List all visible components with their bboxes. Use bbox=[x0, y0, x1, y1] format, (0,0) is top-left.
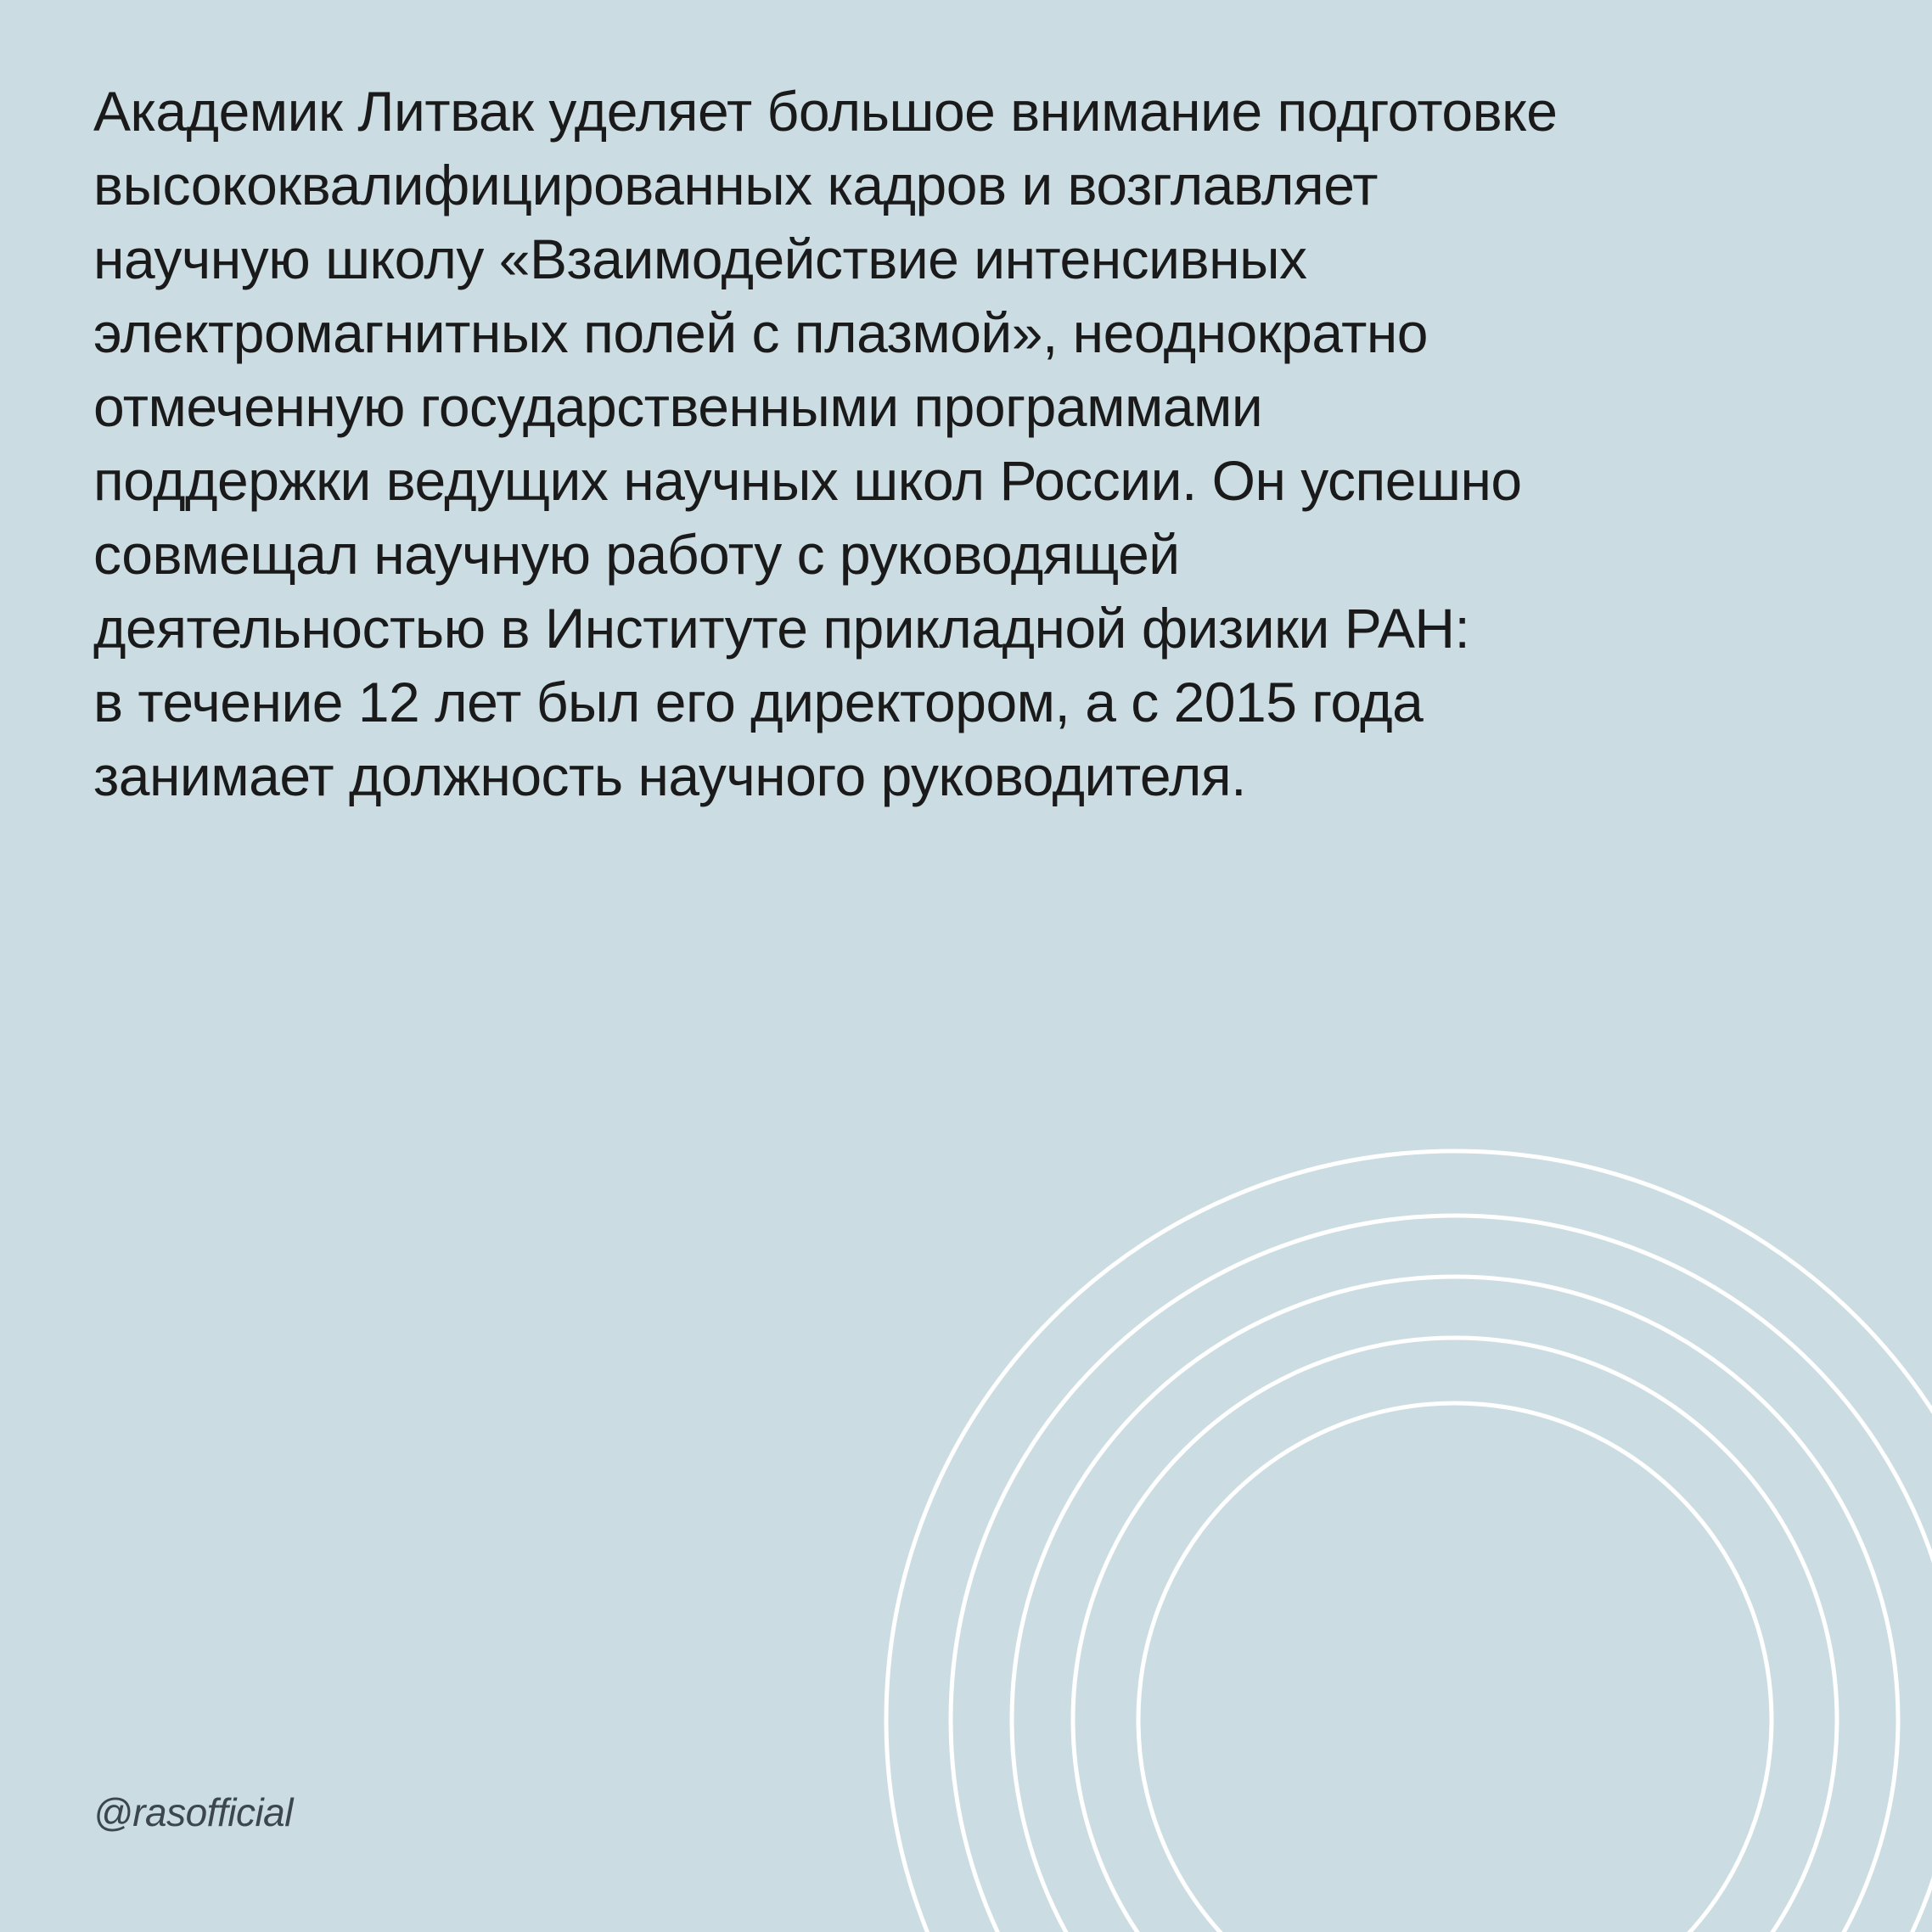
ring-outer bbox=[886, 1151, 1932, 1932]
paragraph-line: поддержки ведущих научных школ России. Он успешно bbox=[93, 449, 1522, 512]
ring-3 bbox=[1012, 1277, 1898, 1932]
main-paragraph bbox=[93, 75, 1557, 813]
paragraph-line: Академик Литвак уделяет большое внимание подготовке bbox=[93, 80, 1558, 143]
paragraph-line: электромагнитных полей с плазмой», неоднократно bbox=[93, 301, 1428, 364]
ring-4 bbox=[1073, 1338, 1837, 1932]
ring-inner bbox=[1138, 1403, 1772, 1932]
paragraph-line: в течение 12 лет был его директором, а с 2015 года bbox=[93, 671, 1424, 733]
account-handle: @rasofficial bbox=[93, 1790, 293, 1834]
paragraph-line: отмеченную государственными программами bbox=[93, 375, 1263, 438]
paragraph-line: высококвалифицированных кадров и возглавляет bbox=[93, 154, 1378, 216]
paragraph-line: занимает должность научного руководителя. bbox=[93, 744, 1246, 807]
paragraph-line: совмещал научную работу с руководящей bbox=[93, 523, 1180, 586]
ring-2 bbox=[951, 1216, 1932, 1932]
paragraph-line: деятельностью в Институте прикладной физики РАН: bbox=[93, 597, 1470, 660]
paragraph-line: научную школу «Взаимодействие интенсивных bbox=[93, 227, 1307, 290]
